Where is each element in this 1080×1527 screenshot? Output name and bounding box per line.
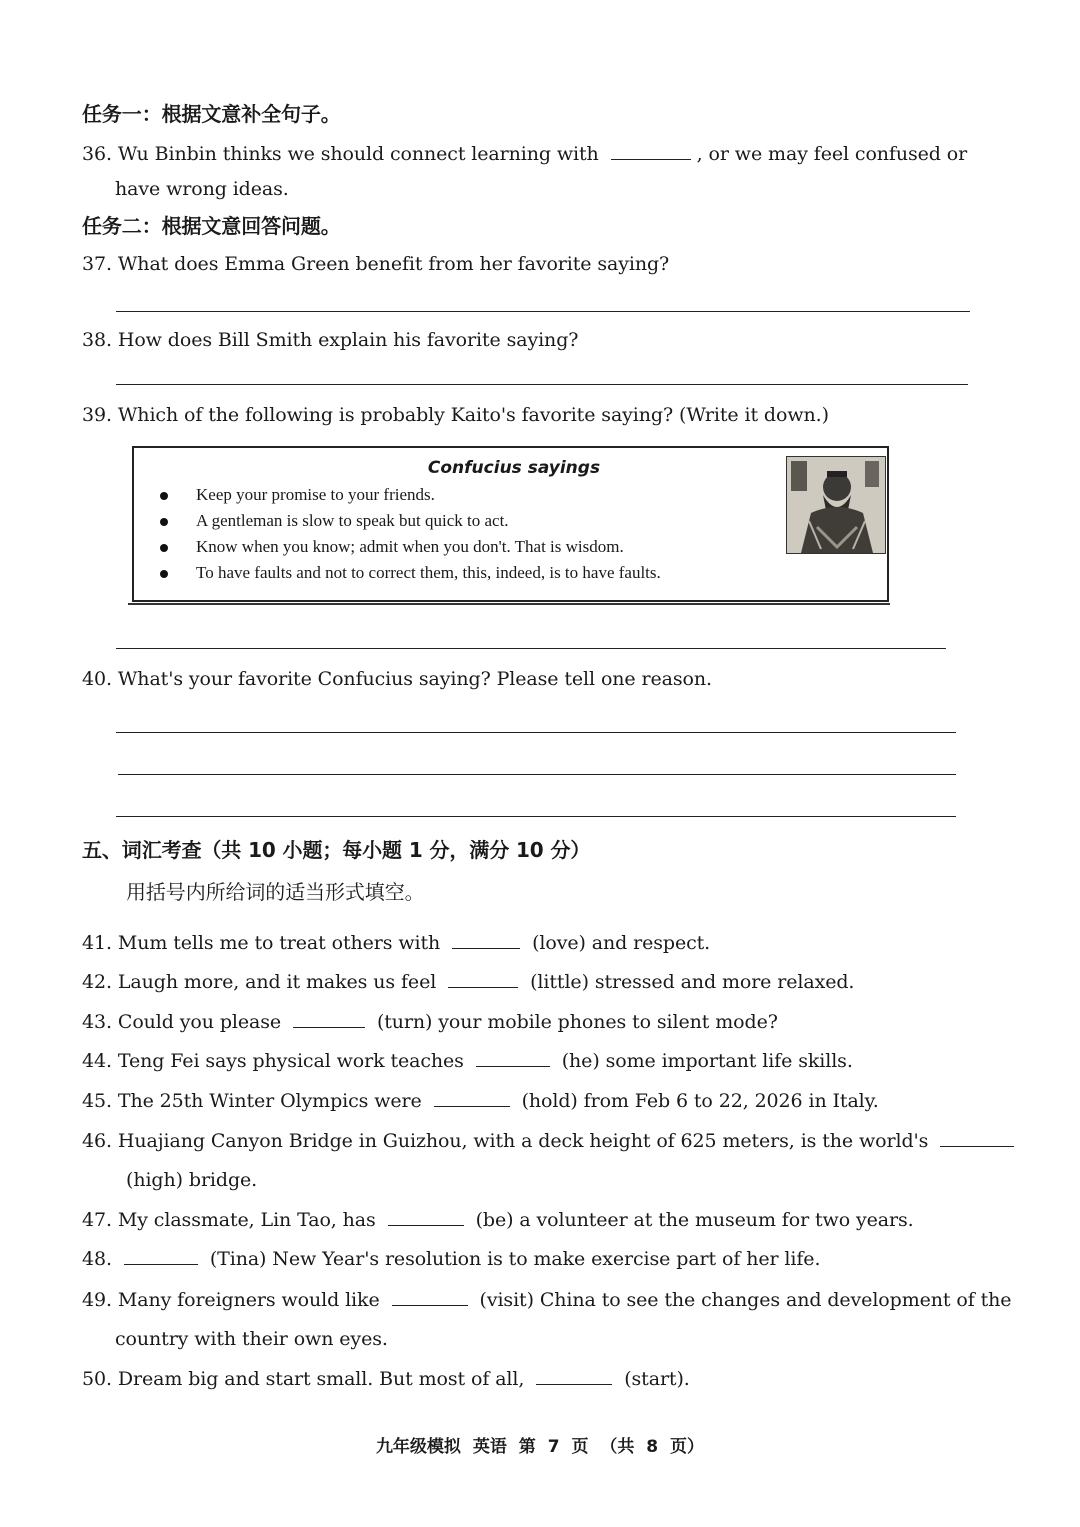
answer-blank[interactable] <box>392 1287 468 1306</box>
saying-text: A gentleman is slow to speak but quick to act. <box>196 511 509 530</box>
question-text: Wu Binbin thinks we should connect learning with <box>117 143 599 165</box>
answer-line-40a[interactable] <box>116 732 956 733</box>
question-text: Teng Fei says physical work teaches <box>117 1050 464 1072</box>
question-text: Laugh more, and it makes us feel <box>117 971 437 993</box>
answer-blank[interactable] <box>434 1088 510 1107</box>
question-46 <box>82 1128 1020 1153</box>
page-footer <box>0 1432 1080 1457</box>
question-text: What does Emma Green benefit from her favorite saying? <box>117 253 670 275</box>
question-number: 43. <box>82 1011 112 1033</box>
question-text: Huajiang Canyon Bridge in Guizhou, with a deck height of 625 meters, is the world's <box>117 1130 929 1152</box>
question-text: How does Bill Smith explain his favorite saying? <box>117 329 579 351</box>
saying-item <box>196 510 509 532</box>
answer-blank[interactable] <box>611 141 691 160</box>
footer-subject: 英语 <box>472 1437 507 1457</box>
question-44 <box>82 1048 853 1073</box>
question-number: 45. <box>82 1090 112 1112</box>
question-36-continued: have wrong ideas. <box>115 178 289 200</box>
question-text-after: (he) some important life skills. <box>561 1050 853 1072</box>
question-text: Many foreigners would like <box>117 1289 380 1311</box>
answer-blank[interactable] <box>293 1009 365 1028</box>
question-36 <box>82 141 967 166</box>
bullet-icon <box>160 544 168 552</box>
question-text: My classmate, Lin Tao, has <box>117 1209 376 1231</box>
question-text-after: (hold) from Feb 6 to 22, 2026 in Italy. <box>521 1090 879 1112</box>
question-50 <box>82 1366 690 1391</box>
question-number: 48. <box>82 1248 112 1270</box>
question-45 <box>82 1088 879 1113</box>
saying-item <box>196 484 435 506</box>
question-46-continued: (high) bridge. <box>126 1169 258 1191</box>
answer-line-40c[interactable] <box>116 816 956 817</box>
question-number: 42. <box>82 971 112 993</box>
question-text-after: (little) stressed and more relaxed. <box>530 971 855 993</box>
question-41 <box>82 930 710 955</box>
answer-blank[interactable] <box>448 969 518 988</box>
question-text-after: (Tina) New Year's resolution is to make exercise part of her life. <box>209 1248 821 1270</box>
task1-heading: 任务一：根据文意补全句子。 <box>82 102 341 126</box>
answer-blank[interactable] <box>124 1246 198 1265</box>
task2-heading: 任务二：根据文意回答问题。 <box>82 214 341 238</box>
question-text: The 25th Winter Olympics were <box>117 1090 422 1112</box>
footer-total-pages: （共 8 页） <box>600 1437 705 1457</box>
question-49-continued: country with their own eyes. <box>115 1328 388 1350</box>
question-47 <box>82 1207 914 1232</box>
footer-grade: 九年级模拟 <box>375 1437 461 1457</box>
saying-text: Know when you know; admit when you don't. That is wisdom. <box>196 537 624 556</box>
section5-heading: 五、词汇考查（共 10 小题；每小题 1 分，满分 10 分） <box>82 838 591 862</box>
confucius-sayings-box <box>132 446 889 602</box>
question-49 <box>82 1287 1011 1312</box>
answer-line-40b[interactable] <box>118 774 956 775</box>
question-37 <box>82 252 669 276</box>
question-text: Could you please <box>117 1011 282 1033</box>
question-number: 39. <box>82 404 112 426</box>
question-43 <box>82 1009 778 1034</box>
question-42 <box>82 969 854 994</box>
question-number: 46. <box>82 1130 112 1152</box>
bullet-icon <box>160 518 168 526</box>
question-text-after: , or we may feel confused or <box>696 143 968 165</box>
question-text: What's your favorite Confucius saying? Please tell one reason. <box>117 668 712 690</box>
answer-blank[interactable] <box>536 1366 612 1385</box>
bullet-icon <box>160 570 168 578</box>
answer-blank[interactable] <box>388 1207 464 1226</box>
question-number: 38. <box>82 329 112 351</box>
question-number: 40. <box>82 668 112 690</box>
answer-line-37[interactable] <box>116 311 970 312</box>
question-text-after: (turn) your mobile phones to silent mode? <box>376 1011 778 1033</box>
question-text: Dream big and start small. But most of all, <box>117 1368 525 1390</box>
box-shadow-line <box>128 603 890 605</box>
question-number: 47. <box>82 1209 112 1231</box>
answer-line-38[interactable] <box>116 384 968 385</box>
question-text: Mum tells me to treat others with <box>117 932 441 954</box>
question-number: 50. <box>82 1368 112 1390</box>
question-number: 49. <box>82 1289 112 1311</box>
question-39 <box>82 403 829 427</box>
question-number: 41. <box>82 932 112 954</box>
saying-text: Keep your promise to your friends. <box>196 485 435 504</box>
question-40 <box>82 667 712 691</box>
confucius-portrait-icon <box>787 457 885 553</box>
answer-blank[interactable] <box>476 1048 550 1067</box>
question-48 <box>82 1246 820 1271</box>
question-text-after: (visit) China to see the changes and development of the <box>479 1289 1012 1311</box>
confucius-portrait-image <box>786 456 886 554</box>
question-text-after: (be) a volunteer at the museum for two years. <box>475 1209 914 1231</box>
section5-instruction: 用括号内所给词的适当形式填空。 <box>126 880 425 904</box>
saying-item <box>196 536 624 558</box>
answer-blank[interactable] <box>452 930 520 949</box>
question-text: Which of the following is probably Kaito's favorite saying? (Write it down.) <box>117 404 829 426</box>
question-text-after: (start). <box>624 1368 690 1390</box>
answer-blank[interactable] <box>940 1128 1014 1147</box>
bullet-icon <box>160 492 168 500</box>
box-title: Confucius sayings <box>427 458 601 478</box>
question-text-after: (love) and respect. <box>532 932 711 954</box>
footer-page-number: 第 7 页 <box>518 1437 589 1457</box>
answer-line-39[interactable] <box>116 648 946 649</box>
question-number: 37. <box>82 253 112 275</box>
saying-item <box>196 562 661 584</box>
question-38 <box>82 328 578 352</box>
question-number: 36. <box>82 143 112 165</box>
saying-text: To have faults and not to correct them, this, indeed, is to have faults. <box>196 563 661 582</box>
question-number: 44. <box>82 1050 112 1072</box>
